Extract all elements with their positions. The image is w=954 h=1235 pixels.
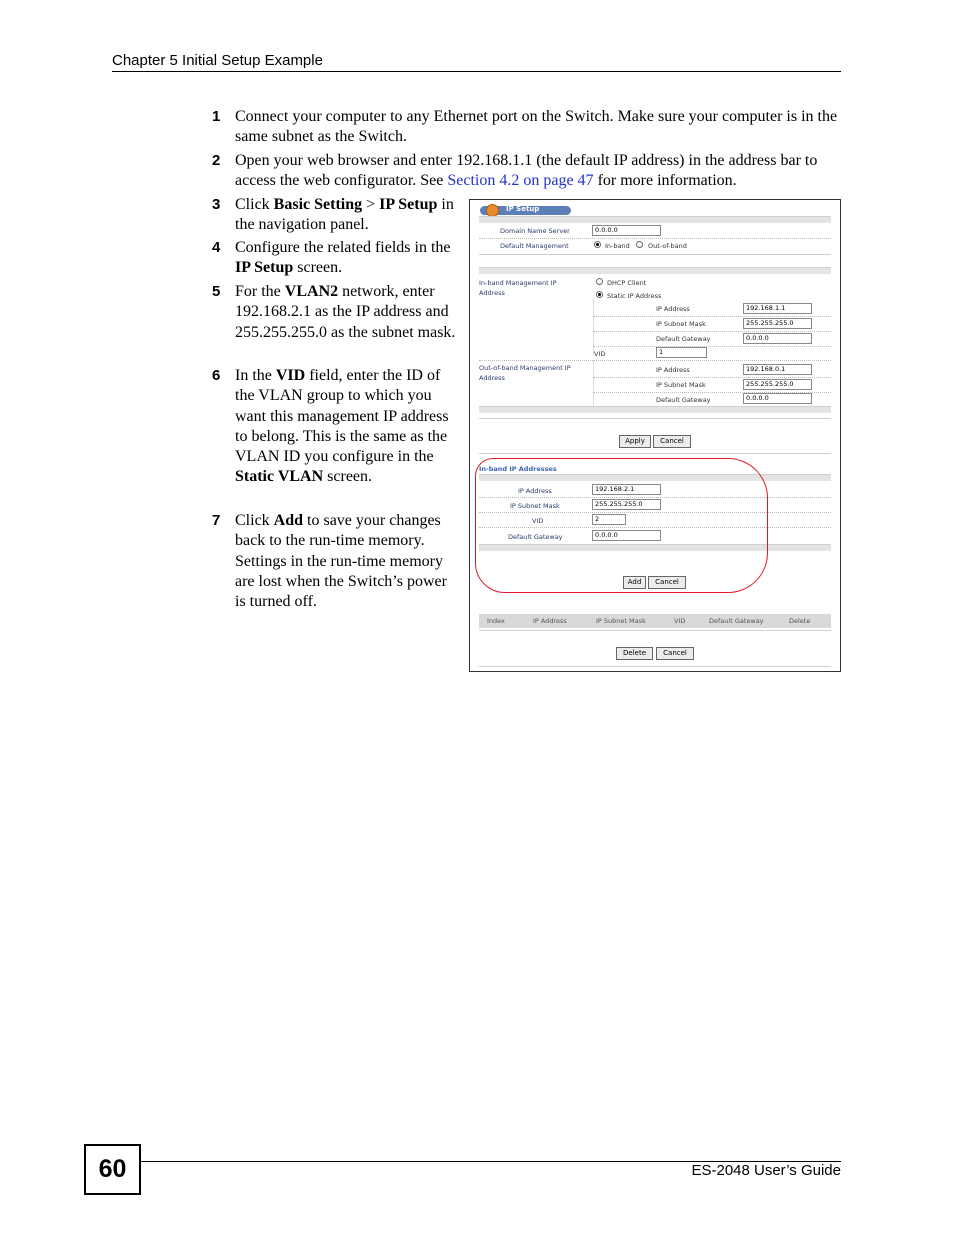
- step-text: [235, 511, 459, 612]
- new-ip-input[interactable]: 192.168.2.1: [592, 484, 661, 495]
- chapter-header: Chapter 5 Initial Setup Example: [112, 52, 323, 69]
- section-band: [479, 216, 831, 223]
- row-divider: [593, 346, 831, 347]
- ip-setup-screenshot: [469, 199, 841, 672]
- subnet-mask-label: IP Subnet Mask: [656, 320, 706, 328]
- static-option-label: Static IP Address: [607, 292, 662, 300]
- col-subnet-mask: IP Subnet Mask: [596, 617, 646, 625]
- inband-gateway-input[interactable]: 0.0.0.0: [743, 333, 812, 344]
- outband-gateway-input[interactable]: 0.0.0.0: [743, 393, 812, 404]
- step-text: [235, 195, 459, 236]
- row-divider: [593, 377, 831, 378]
- section-rule: [479, 254, 831, 255]
- step-text: [235, 366, 459, 488]
- new-ip-label: IP Address: [518, 487, 552, 495]
- outband-mgmt-label: Out-of-band Management IP Address: [479, 364, 571, 382]
- outband-radio[interactable]: [636, 241, 643, 248]
- step-number: 6: [212, 367, 221, 384]
- dhcp-option-label: DHCP Client: [607, 279, 647, 287]
- inband-addresses-title: In-band IP Addresses: [479, 465, 557, 473]
- dhcp-radio[interactable]: [596, 278, 603, 285]
- vid-label: VID: [594, 350, 606, 358]
- bold-term: IP Setup: [235, 259, 294, 277]
- new-mask-input[interactable]: 255.255.255.0: [592, 499, 661, 510]
- new-mask-label: IP Subnet Mask: [510, 502, 560, 510]
- section-link[interactable]: Section 4.2 on page 47: [447, 172, 594, 190]
- text-run: field, enter the ID of the VLAN group to which you want this management IP address to belong. This is the same as the VLAN ID you configure in the: [235, 367, 449, 466]
- text-run: In the: [235, 367, 276, 384]
- new-vid-input[interactable]: 2: [592, 514, 626, 525]
- step-number: 1: [212, 108, 221, 125]
- section-band: [479, 406, 831, 413]
- col-vid: VID: [674, 617, 686, 625]
- text-run: for more information.: [593, 172, 737, 190]
- cancel-button-2[interactable]: Cancel: [648, 576, 686, 589]
- add-button[interactable]: Add: [623, 576, 646, 589]
- row-divider: [593, 316, 831, 317]
- text-run: screen.: [293, 259, 343, 277]
- col-ip-address: IP Address: [533, 617, 567, 625]
- text-run: in the navigation panel.: [235, 196, 454, 234]
- step-number: 4: [212, 239, 221, 256]
- step-number: 5: [212, 283, 221, 300]
- col-index: Index: [487, 617, 505, 625]
- static-ip-radio[interactable]: [596, 291, 603, 298]
- header-rule: [112, 71, 841, 72]
- inband-vid-input[interactable]: 1: [656, 347, 707, 358]
- subnet-mask-label: IP Subnet Mask: [656, 381, 706, 389]
- text-run: >: [362, 196, 380, 213]
- cancel-button[interactable]: Cancel: [653, 435, 691, 448]
- step-text: Connect your computer to any Ethernet port on the Switch. Make sure your computer is in the same subnet as the Switch.: [235, 108, 838, 146]
- dns-input[interactable]: 0.0.0.0: [592, 225, 661, 236]
- step-text: [235, 151, 841, 192]
- inband-option-label: In-band: [605, 242, 630, 250]
- section-rule: [479, 666, 831, 667]
- bold-term: VLAN2: [284, 283, 339, 300]
- bold-term: Basic Setting: [273, 196, 363, 213]
- section-rule: [479, 630, 831, 631]
- text-run: Open your web browser and enter 192.168.1.1 (the default IP address) in the address bar to access the web configurator. See: [235, 152, 818, 190]
- section-rule: [479, 453, 831, 454]
- inband-mask-input[interactable]: 255.255.255.0: [743, 318, 812, 329]
- page-number: 60: [84, 1144, 141, 1195]
- cancel-button-3[interactable]: Cancel: [656, 647, 694, 660]
- text-run: to save your changes back to the run-time memory. Settings in the run-time memory are lost when the Switch’s power is turned off.: [235, 512, 447, 611]
- text-run: Click: [235, 512, 274, 529]
- section-rule: [479, 418, 831, 419]
- ip-table-header: [479, 614, 831, 628]
- col-delete: Delete: [789, 617, 811, 625]
- text-run: Configure the related fields in the: [235, 239, 451, 256]
- outband-option-label: Out-of-band: [648, 242, 687, 250]
- dns-label: Domain Name Server: [500, 227, 570, 235]
- new-gateway-input[interactable]: 0.0.0.0: [592, 530, 661, 541]
- bold-term: Static VLAN: [235, 468, 324, 486]
- text-run: For the: [235, 283, 285, 300]
- gateway-label: Default Gateway: [656, 396, 711, 404]
- new-gateway-label: Default Gateway: [508, 533, 563, 541]
- row-divider: [593, 331, 831, 332]
- inband-mgmt-label: In-band Management IP Address: [479, 279, 557, 297]
- delete-button[interactable]: Delete: [616, 647, 653, 660]
- bold-term: Add: [273, 512, 304, 529]
- inband-radio[interactable]: [594, 241, 601, 248]
- apply-button[interactable]: Apply: [619, 435, 651, 448]
- new-vid-label: VID: [532, 517, 544, 525]
- ip-setup-tab[interactable]: [480, 206, 571, 215]
- tab-label: IP Setup: [506, 205, 540, 213]
- step-text: [235, 282, 459, 343]
- guide-title: ES-2048 User’s Guide: [691, 1162, 841, 1179]
- default-mgmt-label: Default Management: [500, 242, 569, 250]
- text-run: network, enter 192.168.2.1 as the IP address and 255.255.255.0 as the subnet mask.: [235, 283, 456, 341]
- outband-mask-input[interactable]: 255.255.255.0: [743, 379, 812, 390]
- col-gateway: Default Gateway: [709, 617, 764, 625]
- highlight-oval: [475, 458, 768, 593]
- step-number: 3: [212, 196, 221, 213]
- step-number: 7: [212, 512, 221, 529]
- step-number: 2: [212, 152, 221, 169]
- ip-address-label: IP Address: [656, 305, 690, 313]
- bold-term: VID: [275, 367, 306, 384]
- inband-ip-input[interactable]: 192.168.1.1: [743, 303, 812, 314]
- text-run: screen.: [323, 468, 373, 486]
- step-text: [235, 238, 459, 279]
- text-run: Click: [235, 196, 274, 213]
- outband-ip-input[interactable]: 192.168.0.1: [743, 364, 812, 375]
- ip-address-label: IP Address: [656, 366, 690, 374]
- section-band: [479, 267, 831, 274]
- row-divider: [479, 238, 831, 239]
- gateway-label: Default Gateway: [656, 335, 711, 343]
- bold-term: IP Setup: [379, 196, 438, 213]
